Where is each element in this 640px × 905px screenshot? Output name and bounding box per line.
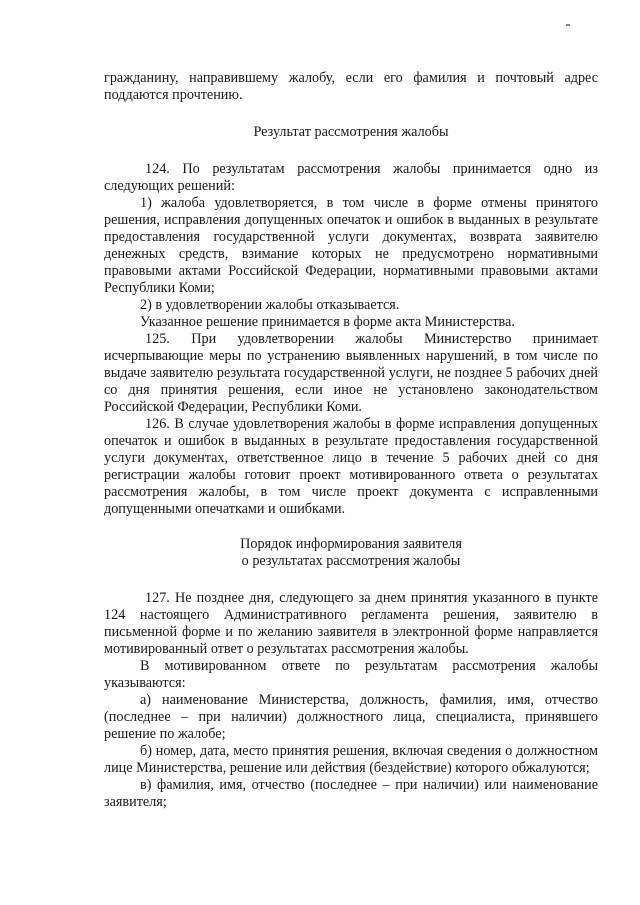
paragraph-125: 125. При удовлетворении жалобы Министерство принимает исчерпывающие меры по устранению выявленных нарушений, в том числе по выдаче заявителю результата государственной услуги, не позднее 5 рабочих дней со дня принятия решения, если иное не установлено законодательством Российской Федерации, Республики Коми. [104, 331, 598, 415]
section-heading-informing-line-1: Порядок информирования заявителя [240, 536, 462, 552]
paragraph-127-list-intro: В мотивированном ответе по результатам рассмотрения жалобы указываются: [104, 658, 598, 691]
paragraph-127-item-b: б) номер, дата, место принятия решения, включая сведения о должностном лице Министерства, решение или действия (бездействие) которого обжалуются; [104, 743, 598, 776]
top-paragraph: гражданину, направившему жалобу, если его фамилия и почтовый адрес поддаются прочтению. [104, 70, 598, 103]
paragraph-127-item-c: в) фамилия, имя, отчество (последнее – при наличии) или наименование заявителя; [104, 777, 598, 810]
paragraph-127-item-a: а) наименование Министерства, должность, фамилия, имя, отчество (последнее – при наличии) должностного лица, специалиста, принявшего решение по жалобе; [104, 692, 598, 742]
section-heading-informing [104, 536, 598, 570]
section-heading-informing-line-2: о результатах рассмотрения жалобы [241, 553, 461, 569]
paragraph-124-item-2: 2) в удовлетворении жалобы отказывается. [140, 297, 400, 313]
paragraph-124-form: Указанное решение принимается в форме акта Министерства. [140, 314, 515, 330]
scan-mark [566, 24, 570, 26]
paragraph-126: 126. В случае удовлетворения жалобы в форме исправления допущенных опечаток и ошибок в выданных в результате предоставления государственной услуги документах, ответственное лицо в течение 5 рабочих дней со дня регистрации жалобы готовит проект мотивированного ответа о результатах рассмотрения жалобы, в том числе проект документа с исправленными допущенными опечатками и ошибками. [104, 416, 598, 517]
paragraph-127: 127. Не позднее дня, следующего за днем принятия указанного в пункте 124 настоящего Административного регламента решения, заявителю в письменной форме и по желанию заявителя в электронной форме направляется мотивированный ответ о результатах рассмотрения жалобы. [104, 590, 598, 657]
section-heading-result: Результат рассмотрения жалобы [253, 124, 449, 140]
paragraph-124-item-1: 1) жалоба удовлетворяется, в том числе в форме отмены принятого решения, исправления допущенных опечаток и ошибок в выданных в результате предоставления государственной услуги документах, возврата заявителю денежных средств, взимание которых не предусмотрено нормативными правовыми актами Российской Федерации, нормативными правовыми актами Республики Коми; [104, 195, 598, 296]
paragraph-124-intro: 124. По результатам рассмотрения жалобы принимается одно из следующих решений: [104, 161, 598, 194]
document-body [104, 70, 598, 811]
